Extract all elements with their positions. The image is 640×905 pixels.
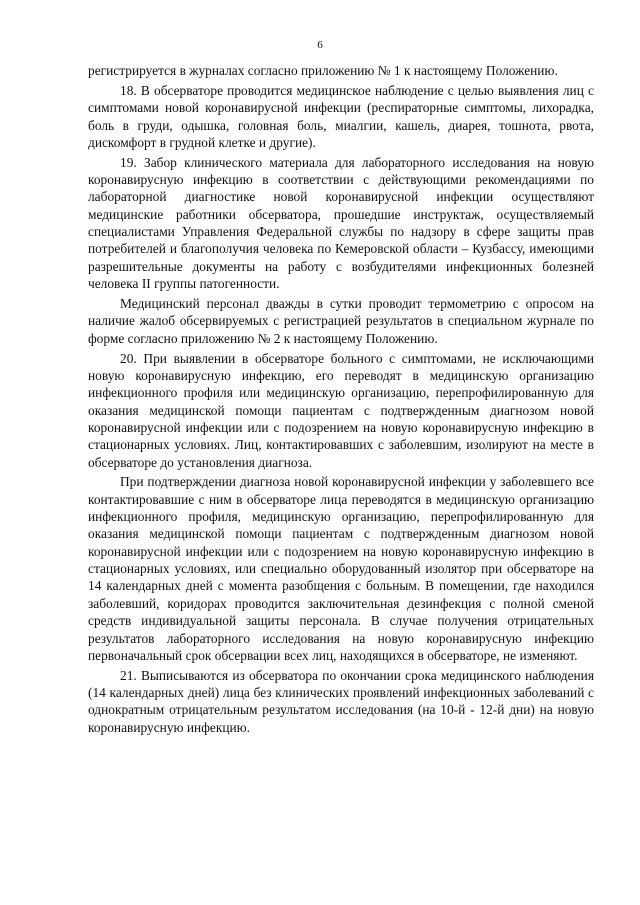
paragraph-thermometry: Медицинский персонал дважды в сутки проводит термометрию с опросом на наличие жалоб обсервируемых с регистрацией результатов в специальном журнале по форме согласно приложению № 2 к настоящему Положению. <box>88 295 594 346</box>
paragraph-19: 19. Забор клинического материала для лабораторного исследования на новую коронавирусную инфекцию в соответствии с действующими рекомендациями по лабораторной диагностике новой коронавирусной инфекции осуществляют медицинские работники обсерватора, прошедшие инструктаж, осуществляемый специалистами Управления Федеральной службы по надзору в сфере защиты прав потребителей и благополучия человека по Кемеровской области – Кузбассу, имеющими разрешительные документы на работу с возбудителями инфекционных болезней человека II группы патогенности. <box>88 154 594 292</box>
page-number: 6 <box>317 39 323 51</box>
paragraph-21: 21. Выписываются из обсерватора по окончании срока медицинского наблюдения (14 календарных дней) лица без клинических проявлений инфекционных заболеваний с однократным отрицательным результатом исследования (на 10-й - 12-й дни) на новую коронавирусную инфекцию. <box>88 667 594 735</box>
paragraph-18: 18. В обсерваторе проводится медицинское наблюдение с целью выявления лиц с симптомами новой коронавирусной инфекции (респираторные симптомы, лихорадка, боль в груди, одышка, головная боль, миалгии, кашель, диарея, тошнота, рвота, дискомфорт в грудной клетке и другие). <box>88 82 594 150</box>
paragraph-diagnosis-confirmation: При подтверждении диагноза новой коронавирусной инфекции у заболевшего все контактировавшие с ним в обсерваторе лица переводятся в медицинскую организацию инфекционного профиля, медицинскую организацию, перепрофилированную для оказания медицинской помощи пациентам с подтвержденным диагнозом новой коронавирусной инфекции или с подозрением на новую коронавирусную инфекцию в стационарных условиях, или специально оборудованный изолятор при обсерваторе на 14 календарных дней с момента разобщения с больным. В помещении, где находился заболевший, коридорах проводится заключительная дезинфекция с полной сменой средств индивидуальной защиты персонала. В случае получения отрицательных результатов лабораторного исследования на новую коронавирусную инфекцию первоначальный срок обсервации всех лиц, находящихся в обсерваторе, не изменяют. <box>88 474 594 663</box>
paragraph-20: 20. При выявлении в обсерваторе больного с симптомами, не исключающими новую коронавирусную инфекцию, его переводят в медицинскую организацию инфекционного профиля или медицинскую организацию, перепрофилированную для оказания медицинской помощи пациентам с подтвержденным диагнозом новой коронавирусной инфекции или с подозрением на новую коронавирусную инфекцию в стационарных условиях. Лиц, контактировавших с заболевшим, изолируют на месте в обсерваторе до установления диагноза. <box>88 350 594 470</box>
paragraph-continuation: регистрируется в журналах согласно приложению № 1 к настоящему Положению. <box>88 63 558 78</box>
document-body <box>88 62 594 739</box>
